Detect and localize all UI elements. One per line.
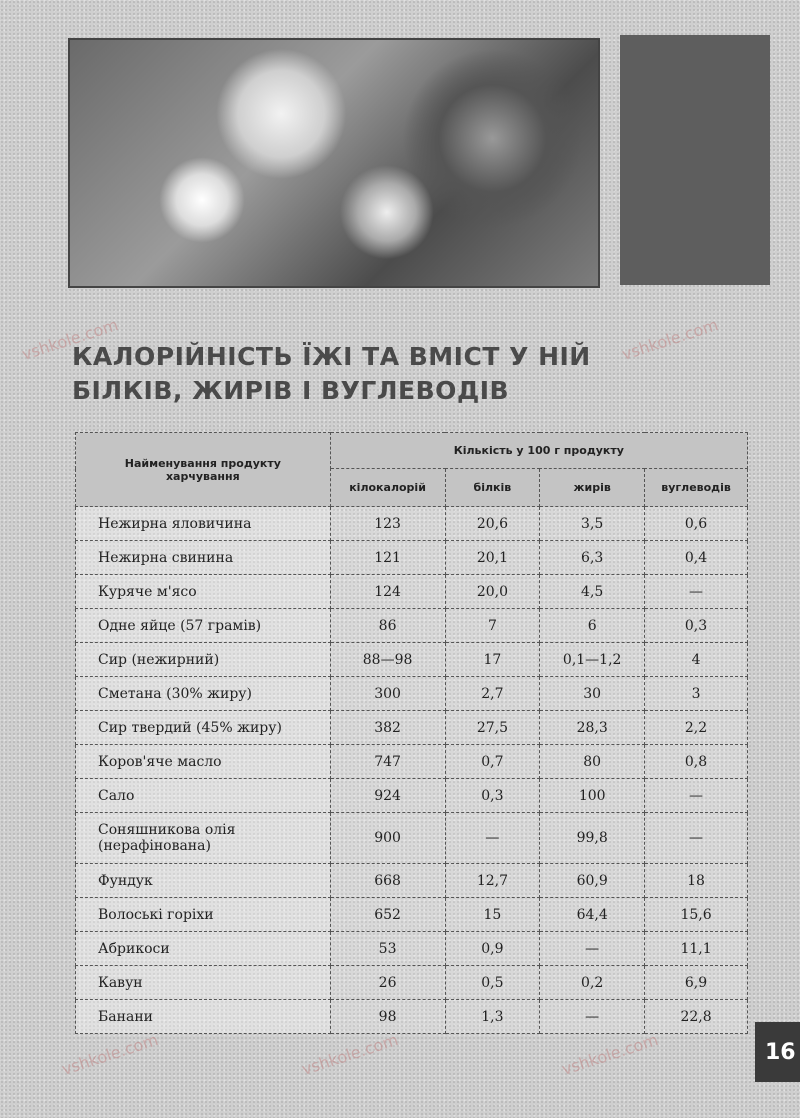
table-row	[76, 575, 748, 609]
kcal-value: 124	[330, 575, 445, 609]
carbs-value: 6,9	[645, 966, 748, 1000]
table-row	[76, 813, 748, 864]
watermark: vshkole.com	[559, 1030, 661, 1079]
table-row	[76, 541, 748, 575]
fat-value: 6,3	[540, 541, 645, 575]
kcal-value: 652	[330, 898, 445, 932]
watermark: vshkole.com	[59, 1030, 161, 1079]
fat-value: 30	[540, 677, 645, 711]
product-name: Куряче м'ясо	[76, 575, 331, 609]
carbs-value: 0,6	[645, 507, 748, 541]
fat-value: 0,2	[540, 966, 645, 1000]
carbs-value: 3	[645, 677, 748, 711]
table-row	[76, 966, 748, 1000]
kcal-value: 668	[330, 864, 445, 898]
carbs-value: 22,8	[645, 1000, 748, 1034]
decorative-gray-block	[620, 35, 770, 285]
page-number: 16	[755, 1022, 800, 1082]
product-name: Сметана (30% жиру)	[76, 677, 331, 711]
table-row	[76, 711, 748, 745]
carbs-value: —	[645, 575, 748, 609]
watermark: vshkole.com	[19, 315, 121, 364]
table-row	[76, 507, 748, 541]
product-name: Фундук	[76, 864, 331, 898]
nutrition-table	[75, 432, 748, 1034]
carbs-value: 4	[645, 643, 748, 677]
table-row	[76, 609, 748, 643]
protein-value: 17	[445, 643, 540, 677]
carbs-value: 15,6	[645, 898, 748, 932]
kcal-value: 924	[330, 779, 445, 813]
product-name: Сир (нежирний)	[76, 643, 331, 677]
kcal-value: 121	[330, 541, 445, 575]
fat-value: 3,5	[540, 507, 645, 541]
protein-value: 20,0	[445, 575, 540, 609]
protein-value: 1,3	[445, 1000, 540, 1034]
header-product-name: Найменування продукту харчування	[76, 433, 331, 507]
table-row	[76, 932, 748, 966]
protein-value: 7	[445, 609, 540, 643]
watermark: vshkole.com	[619, 315, 721, 364]
protein-value: 2,7	[445, 677, 540, 711]
table-row	[76, 643, 748, 677]
fat-value: 4,5	[540, 575, 645, 609]
product-name: Банани	[76, 1000, 331, 1034]
page-title	[72, 340, 591, 408]
carbs-value: 0,8	[645, 745, 748, 779]
fat-value: 100	[540, 779, 645, 813]
protein-value: 27,5	[445, 711, 540, 745]
product-name: Кавун	[76, 966, 331, 1000]
kcal-value: 900	[330, 813, 445, 864]
product-name: Волоські горіхи	[76, 898, 331, 932]
product-name: Соняшникова олія (нерафінована)	[76, 813, 331, 864]
table-row	[76, 779, 748, 813]
fat-value: 80	[540, 745, 645, 779]
table-row	[76, 745, 748, 779]
product-name: Нежирна свинина	[76, 541, 331, 575]
fat-value: —	[540, 932, 645, 966]
protein-value: 0,7	[445, 745, 540, 779]
kcal-value: 300	[330, 677, 445, 711]
protein-value: 15	[445, 898, 540, 932]
carbs-value: —	[645, 813, 748, 864]
product-name: Абрикоси	[76, 932, 331, 966]
kcal-value: 123	[330, 507, 445, 541]
header-carbs: вуглеводів	[645, 469, 748, 507]
carbs-value: 2,2	[645, 711, 748, 745]
carbs-value: 18	[645, 864, 748, 898]
header-fat: жирів	[540, 469, 645, 507]
product-name: Сир твердий (45% жиру)	[76, 711, 331, 745]
carbs-value: —	[645, 779, 748, 813]
watermark: vshkole.com	[299, 1030, 401, 1079]
vegetables-photo	[68, 38, 600, 288]
protein-value: 12,7	[445, 864, 540, 898]
fat-value: 99,8	[540, 813, 645, 864]
header-kcal: кілокалорій	[330, 469, 445, 507]
kcal-value: 86	[330, 609, 445, 643]
product-name: Нежирна яловичина	[76, 507, 331, 541]
table-row	[76, 864, 748, 898]
fat-value: 6	[540, 609, 645, 643]
fat-value: —	[540, 1000, 645, 1034]
product-name: Коров'яче масло	[76, 745, 331, 779]
protein-value: 20,1	[445, 541, 540, 575]
fat-value: 60,9	[540, 864, 645, 898]
fat-value: 64,4	[540, 898, 645, 932]
kcal-value: 53	[330, 932, 445, 966]
protein-value: 0,9	[445, 932, 540, 966]
kcal-value: 88—98	[330, 643, 445, 677]
fat-value: 28,3	[540, 711, 645, 745]
kcal-value: 98	[330, 1000, 445, 1034]
kcal-value: 26	[330, 966, 445, 1000]
kcal-value: 382	[330, 711, 445, 745]
protein-value: 20,6	[445, 507, 540, 541]
protein-value: —	[445, 813, 540, 864]
fat-value: 0,1—1,2	[540, 643, 645, 677]
carbs-value: 0,4	[645, 541, 748, 575]
kcal-value: 747	[330, 745, 445, 779]
header-amount-group: Кількість у 100 г продукту	[330, 433, 747, 469]
product-name: Одне яйце (57 грамів)	[76, 609, 331, 643]
protein-value: 0,5	[445, 966, 540, 1000]
title-line-1: КАЛОРІЙНІСТЬ ЇЖІ ТА ВМІСТ У НІЙ	[72, 342, 591, 371]
table-row	[76, 1000, 748, 1034]
title-line-2: БІЛКІВ, ЖИРІВ І ВУГЛЕВОДІВ	[72, 376, 510, 405]
carbs-value: 11,1	[645, 932, 748, 966]
product-name: Сало	[76, 779, 331, 813]
carbs-value: 0,3	[645, 609, 748, 643]
protein-value: 0,3	[445, 779, 540, 813]
header-protein: білків	[445, 469, 540, 507]
table-row	[76, 677, 748, 711]
table-row	[76, 898, 748, 932]
